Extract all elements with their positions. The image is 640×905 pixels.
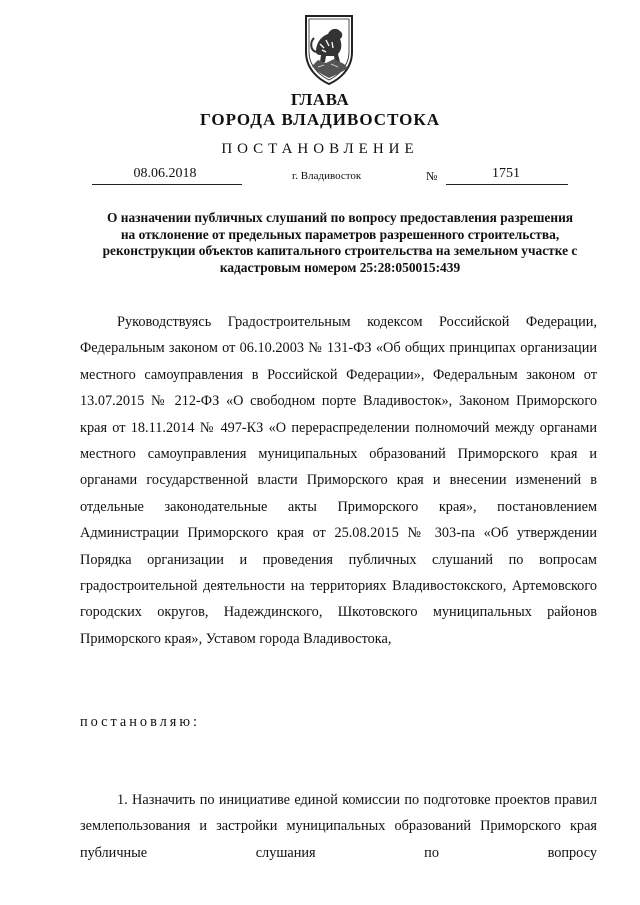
item-1-paragraph: 1. Назначить по инициативе единой комиссии по подготовке проектов правил землепользования и застройки муниципальных образований Приморского края публичные слушания по вопросу bbox=[80, 792, 597, 861]
decree-word: постановляю: bbox=[80, 714, 200, 730]
number-label: № bbox=[426, 169, 438, 183]
document-date: 08.06.2018 bbox=[133, 166, 197, 181]
vladivostok-coat-of-arms-icon bbox=[298, 12, 360, 86]
document-number: 1751 bbox=[492, 166, 520, 181]
header-subtitle: ГОРОДА ВЛАДИВОСТОКА bbox=[199, 110, 441, 129]
number-underline bbox=[446, 184, 568, 185]
date-underline bbox=[92, 184, 242, 185]
document-title: О назначении публичных слушаний по вопросу предоставления разрешения на отклонение от предельных параметров разрешенного строительства, реконструкции объектов капитального строительства на земельном участке с кадастровым номером 25:28:050015:439 bbox=[102, 210, 578, 275]
document-type: ПОСТАНОВЛЕНИЕ bbox=[221, 141, 419, 157]
header-title: ГЛАВА bbox=[290, 90, 350, 109]
preamble-paragraph: Руководствуясь Градостроительным кодексом Российской Федерации, Федеральным законом от 06.10.2003 № 131-ФЗ «Об общих принципах организации местного самоуправления в Российской Федерации», Федеральным законом от 13.07.2015 № 212-ФЗ «О свободном порте Владивосток», Законом Приморского края от 18.11.2014 № 497-КЗ «О перераспределении полномочий между органами местного самоуправления муниципальных образований Приморского края и органами государственной власти Приморского края и внесении изменений в отдельные законодательные акты Приморского края», постановлением Администрации Приморского края от 25.08.2015 № 303-па «Об утверждении Порядка организации и проведения публичных слушаний по вопросам градостроительной деятельности на территориях Владивостокского, Артемовского городских округов, Надеждинского, Шкотовского муниципальных районов Приморского края», Уставом города Владивостока, bbox=[80, 314, 597, 647]
document-city: г. Владивосток bbox=[292, 170, 362, 182]
